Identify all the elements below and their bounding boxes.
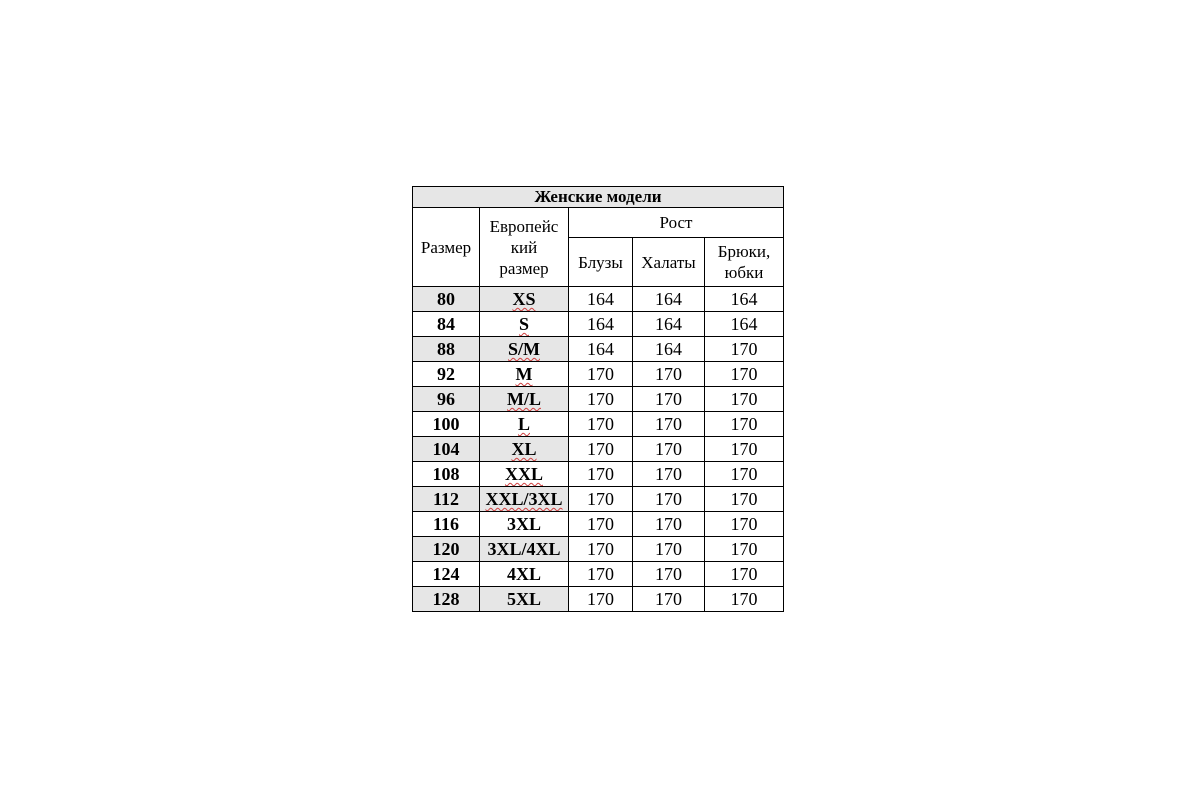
cell-blouses-height: 164 (569, 337, 633, 362)
cell-trousers-height: 170 (705, 587, 784, 612)
header-eu-size-line-1: Европейс (489, 216, 559, 236)
cell-size: 108 (413, 462, 480, 487)
table-title-row (413, 187, 784, 208)
cell-eu-size: 3XL (480, 512, 569, 537)
eu-size-label: S (518, 314, 529, 334)
table-row (413, 462, 784, 487)
header-robes: Халаты (633, 238, 705, 287)
eu-size-label: XXL/3XL (485, 489, 563, 509)
cell-trousers-height: 170 (705, 362, 784, 387)
cell-eu-size (480, 362, 569, 387)
header-size: Размер (413, 208, 480, 287)
cell-eu-size (480, 337, 569, 362)
cell-blouses-height: 164 (569, 312, 633, 337)
table-row (413, 412, 784, 437)
cell-size: 100 (413, 412, 480, 437)
cell-blouses-height: 170 (569, 462, 633, 487)
table-row (413, 287, 784, 312)
cell-robes-height: 164 (633, 337, 705, 362)
table-title: Женские модели (413, 187, 784, 208)
cell-eu-size: 3XL/4XL (480, 537, 569, 562)
table-row (413, 562, 784, 587)
cell-trousers-height: 170 (705, 462, 784, 487)
cell-blouses-height: 170 (569, 587, 633, 612)
table-row (413, 537, 784, 562)
cell-trousers-height: 170 (705, 562, 784, 587)
cell-trousers-height: 170 (705, 512, 784, 537)
header-eu-size-line-3: размер (499, 258, 549, 278)
cell-robes-height: 170 (633, 587, 705, 612)
cell-size: 88 (413, 337, 480, 362)
cell-eu-size (480, 437, 569, 462)
header-trousers (705, 238, 784, 287)
cell-blouses-height: 170 (569, 387, 633, 412)
cell-size: 92 (413, 362, 480, 387)
eu-size-label: M (515, 364, 533, 384)
cell-size: 96 (413, 387, 480, 412)
cell-size: 112 (413, 487, 480, 512)
cell-trousers-height: 170 (705, 537, 784, 562)
table-row (413, 437, 784, 462)
table-row (413, 512, 784, 537)
cell-blouses-height: 170 (569, 362, 633, 387)
header-blouses: Блузы (569, 238, 633, 287)
cell-robes-height: 170 (633, 362, 705, 387)
cell-robes-height: 170 (633, 412, 705, 437)
table-body (413, 287, 784, 612)
eu-size-label: S/M (507, 339, 540, 359)
cell-eu-size (480, 387, 569, 412)
cell-size: 80 (413, 287, 480, 312)
cell-trousers-height: 164 (705, 287, 784, 312)
cell-trousers-height: 170 (705, 387, 784, 412)
cell-eu-size (480, 287, 569, 312)
cell-robes-height: 164 (633, 312, 705, 337)
cell-trousers-height: 170 (705, 337, 784, 362)
table-row (413, 312, 784, 337)
cell-size: 124 (413, 562, 480, 587)
cell-eu-size: 5XL (480, 587, 569, 612)
cell-size: 128 (413, 587, 480, 612)
cell-robes-height: 170 (633, 387, 705, 412)
cell-eu-size (480, 412, 569, 437)
size-chart-table (412, 186, 784, 612)
eu-size-label: XS (512, 289, 536, 309)
cell-robes-height: 164 (633, 287, 705, 312)
eu-size-label: M/L (507, 389, 541, 409)
table-row (413, 587, 784, 612)
cell-robes-height: 170 (633, 512, 705, 537)
cell-size: 104 (413, 437, 480, 462)
cell-size: 116 (413, 512, 480, 537)
header-trousers-line-1: Брюки, (717, 242, 771, 261)
cell-eu-size: 4XL (480, 562, 569, 587)
header-eu-size-line-2: кий (510, 237, 538, 257)
cell-eu-size (480, 462, 569, 487)
table-row (413, 387, 784, 412)
cell-blouses-height: 170 (569, 512, 633, 537)
cell-eu-size (480, 487, 569, 512)
cell-blouses-height: 170 (569, 412, 633, 437)
cell-robes-height: 170 (633, 487, 705, 512)
cell-trousers-height: 170 (705, 412, 784, 437)
eu-size-label: XL (511, 439, 537, 459)
cell-size: 120 (413, 537, 480, 562)
header-row-top (413, 208, 784, 238)
cell-trousers-height: 170 (705, 487, 784, 512)
cell-blouses-height: 170 (569, 437, 633, 462)
cell-blouses-height: 170 (569, 487, 633, 512)
cell-size: 84 (413, 312, 480, 337)
table-row (413, 487, 784, 512)
cell-eu-size (480, 312, 569, 337)
cell-trousers-height: 164 (705, 312, 784, 337)
cell-blouses-height: 170 (569, 562, 633, 587)
header-trousers-line-2: юбки (724, 263, 764, 282)
cell-robes-height: 170 (633, 462, 705, 487)
cell-robes-height: 170 (633, 437, 705, 462)
table-row (413, 362, 784, 387)
cell-blouses-height: 170 (569, 537, 633, 562)
cell-robes-height: 170 (633, 562, 705, 587)
header-eu-size (480, 208, 569, 287)
table-row (413, 337, 784, 362)
cell-blouses-height: 164 (569, 287, 633, 312)
eu-size-label: XXL (504, 464, 543, 484)
header-height: Рост (569, 208, 784, 238)
cell-robes-height: 170 (633, 537, 705, 562)
eu-size-label: L (517, 414, 530, 434)
cell-trousers-height: 170 (705, 437, 784, 462)
